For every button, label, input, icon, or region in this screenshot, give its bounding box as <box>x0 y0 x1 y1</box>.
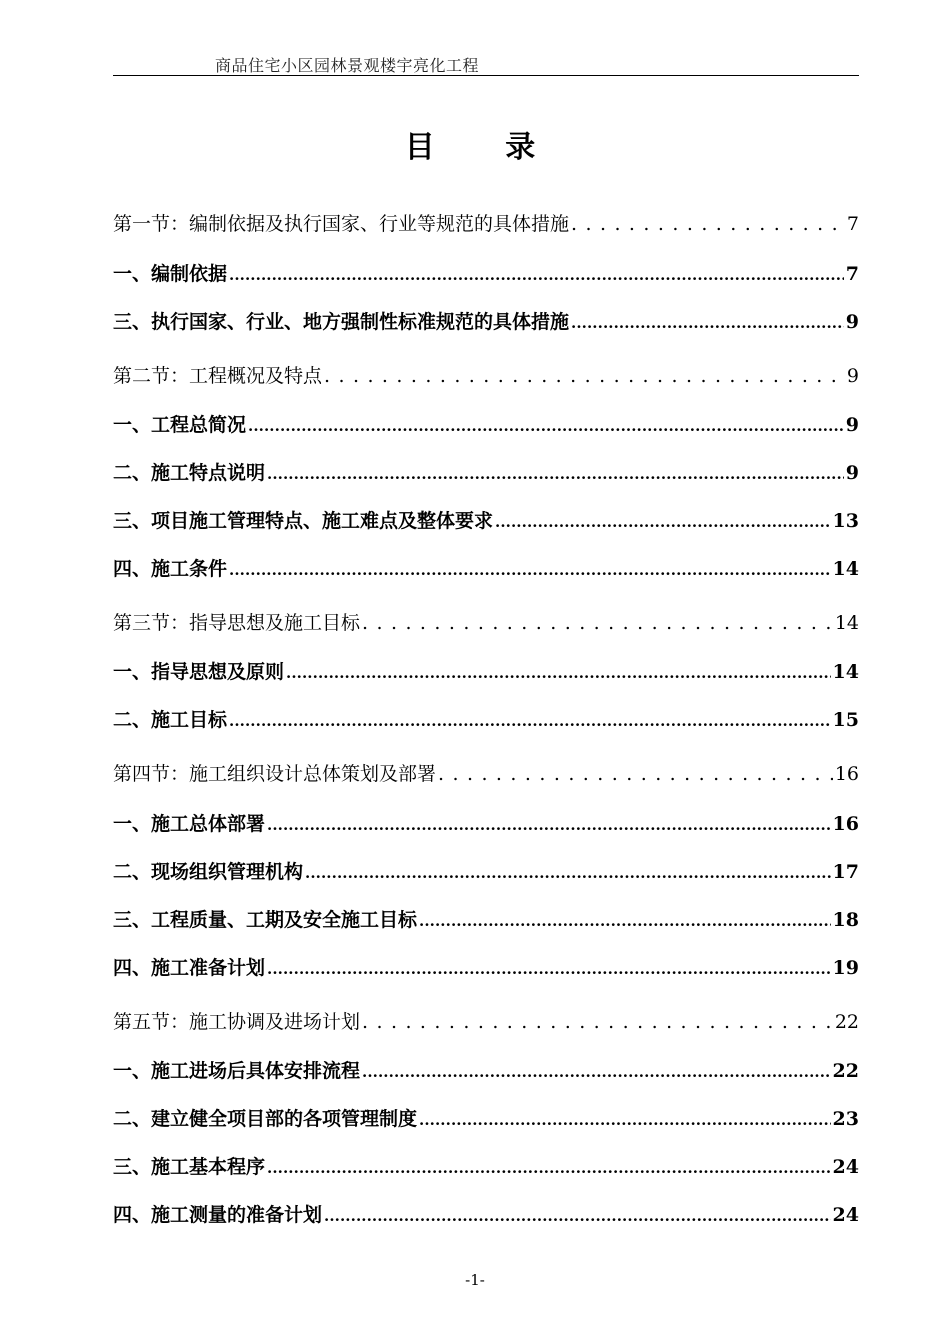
toc-entry-page: 7 <box>845 263 859 285</box>
toc-leader-dots <box>286 661 831 683</box>
toc-entry-page: 15 <box>832 709 859 731</box>
toc-entry-page: 13 <box>832 510 859 532</box>
toc-entry-subsection[interactable] <box>113 307 859 337</box>
toc-entry-subsection[interactable] <box>113 458 859 488</box>
toc-entry-page: 24 <box>832 1156 859 1178</box>
toc-entry-label: 四、施工测量的准备计划 <box>113 1204 323 1226</box>
toc-entry-label: 一、工程总简况 <box>113 414 247 436</box>
toc-leader-dots <box>324 1204 831 1226</box>
toc-entry-label: 二、施工目标 <box>113 709 228 731</box>
toc-entry-subsection[interactable] <box>113 554 859 584</box>
toc-leader-dots <box>267 813 831 835</box>
toc-entry-page: 23 <box>832 1108 859 1130</box>
toc-entry-label: 三、工程质量、工期及安全施工目标 <box>113 909 418 931</box>
toc-entry-page: 9 <box>846 365 859 387</box>
toc-entry-label: 三、施工基本程序 <box>113 1156 266 1178</box>
toc-entry-subsection[interactable] <box>113 905 859 935</box>
toc-entry-page: 16 <box>832 813 859 835</box>
toc-entry-page: 22 <box>832 1060 859 1082</box>
toc-entry-label: 三、执行国家、行业、地方强制性标准规范的具体措施 <box>113 311 570 333</box>
toc-leader-dots <box>362 1060 831 1082</box>
toc-entry-label: 第四节：施工组织设计总体策划及部署 <box>113 763 437 785</box>
toc-entry-section[interactable] <box>113 361 859 391</box>
toc-entry-section[interactable] <box>113 209 859 239</box>
toc-leader-dots <box>248 414 844 436</box>
toc-entry-page: 16 <box>834 763 859 785</box>
toc-entry-subsection[interactable] <box>113 259 859 289</box>
toc-entry-subsection[interactable] <box>113 705 859 735</box>
toc-entry-subsection[interactable] <box>113 506 859 536</box>
toc-leader-dots <box>267 957 831 979</box>
toc-entry-subsection[interactable] <box>113 857 859 887</box>
running-header: 商品住宅小区园林景观楼宇亮化工程 <box>215 56 480 75</box>
toc-entry-label: 一、施工进场后具体安排流程 <box>113 1060 361 1082</box>
toc-entry-subsection[interactable] <box>113 1200 859 1230</box>
toc-leader-dots <box>419 1108 831 1130</box>
toc-entry-section[interactable] <box>113 608 859 638</box>
toc-entry-label: 四、施工准备计划 <box>113 957 266 979</box>
toc-entry-page: 17 <box>832 861 859 883</box>
toc-entry-page: 22 <box>834 1011 859 1033</box>
toc-leader-dots <box>267 462 844 484</box>
toc-leader-dots <box>571 213 845 235</box>
toc-leader-dots <box>229 709 831 731</box>
toc-entry-label: 四、施工条件 <box>113 558 228 580</box>
toc-entry-page: 9 <box>845 311 859 333</box>
header-divider <box>113 75 859 76</box>
toc-leader-dots <box>229 263 844 285</box>
toc-entry-label: 二、施工特点说明 <box>113 462 266 484</box>
toc-entry-subsection[interactable] <box>113 809 859 839</box>
toc-leader-dots <box>362 1011 833 1033</box>
toc-entry-page: 9 <box>845 414 859 436</box>
toc-entry-label: 一、施工总体部署 <box>113 813 266 835</box>
toc-entry-label: 二、现场组织管理机构 <box>113 861 304 883</box>
toc-entry-subsection[interactable] <box>113 410 859 440</box>
toc-leader-dots <box>419 909 831 931</box>
toc-entry-subsection[interactable] <box>113 1104 859 1134</box>
toc-title: 目 录 <box>404 130 566 165</box>
toc-entry-subsection[interactable] <box>113 1152 859 1182</box>
toc-entry-label: 二、建立健全项目部的各项管理制度 <box>113 1108 418 1130</box>
toc-entry-label: 第二节：工程概况及特点 <box>113 365 323 387</box>
toc-entry-page: 14 <box>832 558 859 580</box>
toc-leader-dots <box>267 1156 831 1178</box>
page-number: -1- <box>465 1271 485 1289</box>
toc-entry-label: 第五节：施工协调及进场计划 <box>113 1011 361 1033</box>
toc-entry-page: 18 <box>832 909 859 931</box>
toc-entry-label: 第三节：指导思想及施工目标 <box>113 612 361 634</box>
toc-leader-dots <box>362 612 833 634</box>
toc-entry-label: 第一节：编制依据及执行国家、行业等规范的具体措施 <box>113 213 570 235</box>
toc-leader-dots <box>495 510 831 532</box>
toc-leader-dots <box>305 861 831 883</box>
toc-entry-page: 19 <box>832 957 859 979</box>
toc-entry-label: 一、指导思想及原则 <box>113 661 285 683</box>
toc-leader-dots <box>324 365 845 387</box>
toc-entry-page: 9 <box>845 462 859 484</box>
toc-entry-page: 14 <box>832 661 859 683</box>
toc-entry-page: 14 <box>834 612 859 634</box>
toc-entry-section[interactable] <box>113 759 859 789</box>
toc-leader-dots <box>571 311 844 333</box>
toc-entry-page: 7 <box>846 213 859 235</box>
toc-entry-subsection[interactable] <box>113 953 859 983</box>
toc-entry-label: 一、编制依据 <box>113 263 228 285</box>
toc-leader-dots <box>229 558 831 580</box>
toc-entry-page: 24 <box>832 1204 859 1226</box>
toc-entry-subsection[interactable] <box>113 1056 859 1086</box>
toc-entry-label: 三、项目施工管理特点、施工难点及整体要求 <box>113 510 494 532</box>
toc-entry-subsection[interactable] <box>113 657 859 687</box>
toc-leader-dots <box>438 763 833 785</box>
toc-entry-section[interactable] <box>113 1007 859 1037</box>
